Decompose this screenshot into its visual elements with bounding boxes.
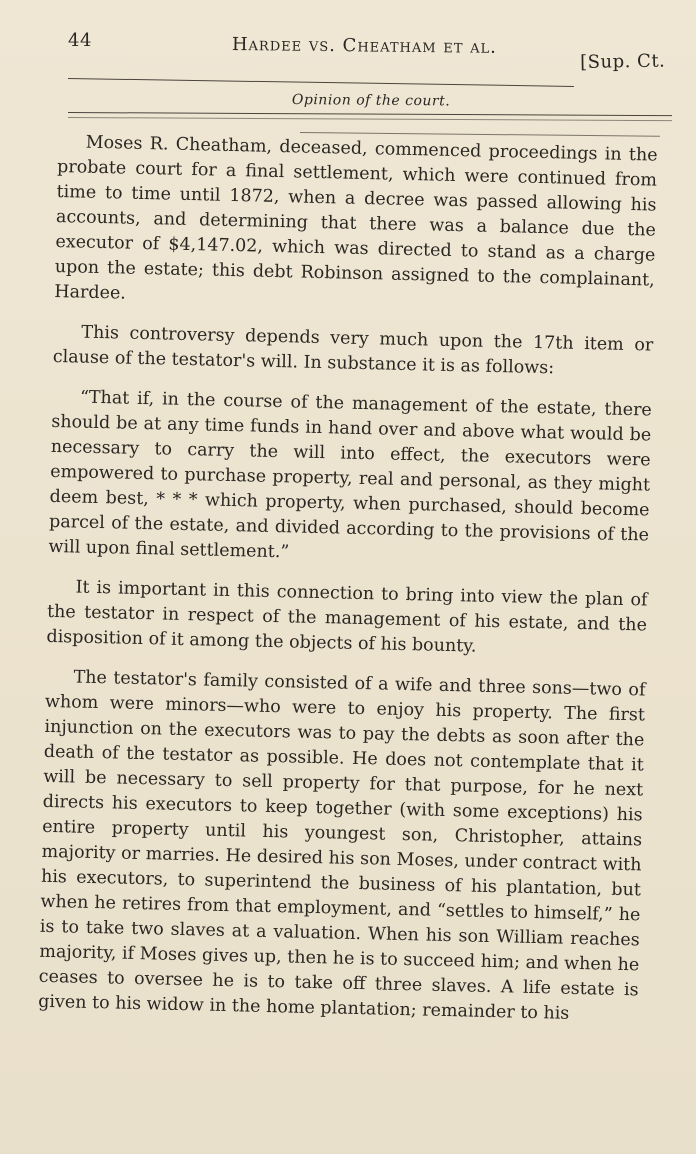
section-rule-bottom	[68, 117, 672, 121]
opinion-body	[38, 130, 658, 1028]
section-label: Opinion of the court.	[291, 92, 451, 110]
paragraph-controversy: This controversy depends very much upon the 17th item or clause of the testator's will. In substance it is as follows:	[52, 322, 654, 379]
page-number: 44	[68, 30, 92, 51]
paragraph-family: The testator's family consisted of a wife and three sons—two of whom were minors—who were to enjoy his property. The first injunction on the executors was to pay the debts as soon after the death of the testator as possible. He does not contemplate that it will be necessary to sell property for that purpose, for he next directs his executors to keep together (with some exceptions) his entire property until his youngest son, Christopher, attains majority or marries. He desired his son Moses, under contract with his executors, to superintend the business of his plantation, but when he retires from that employment, and “settles to himself,” he is to take two slaves at a valuation. When his son William reaches majority, if Moses gives up, then he is to succeed him; and when he ceases to oversee he is to take off three slaves. A life estate is given to his widow in the home plantation; remainder to his	[37, 667, 646, 1024]
case-title: Hardee vs. Cheatham et al.	[231, 34, 498, 58]
paragraph-plan: It is important in this connection to bring into view the plan of the testator in respect of the management of his estate, and the disposition of it among the objects of his bounty.	[46, 577, 648, 657]
header-rule	[68, 78, 574, 87]
paragraph-will-quote: “That if, in the course of the management of the estate, there should be at any time funds in hand over and above what would be necessary to carry the will into effect, the executors were empowered to purchase property, real and personal, as they might deem best, * * * which property, when purchased, should become parcel of the estate, and divided according to the provisions of the will upon final settlement.”	[48, 387, 653, 563]
paragraph-settlement: Moses R. Cheatham, deceased, commenced proceedings in the probate court for a final settlement, which were continued from time to time until 1872, when a decree was passed allowing his accounts, and determining that there was a balance due the executor of $4,147.02, which was directed to stand as a charge upon the estate; this debt Robinson assigned to the complainant, Hardee.	[54, 132, 658, 304]
section-rule-top	[68, 112, 672, 116]
court-label: [Sup. Ct.	[580, 50, 666, 73]
